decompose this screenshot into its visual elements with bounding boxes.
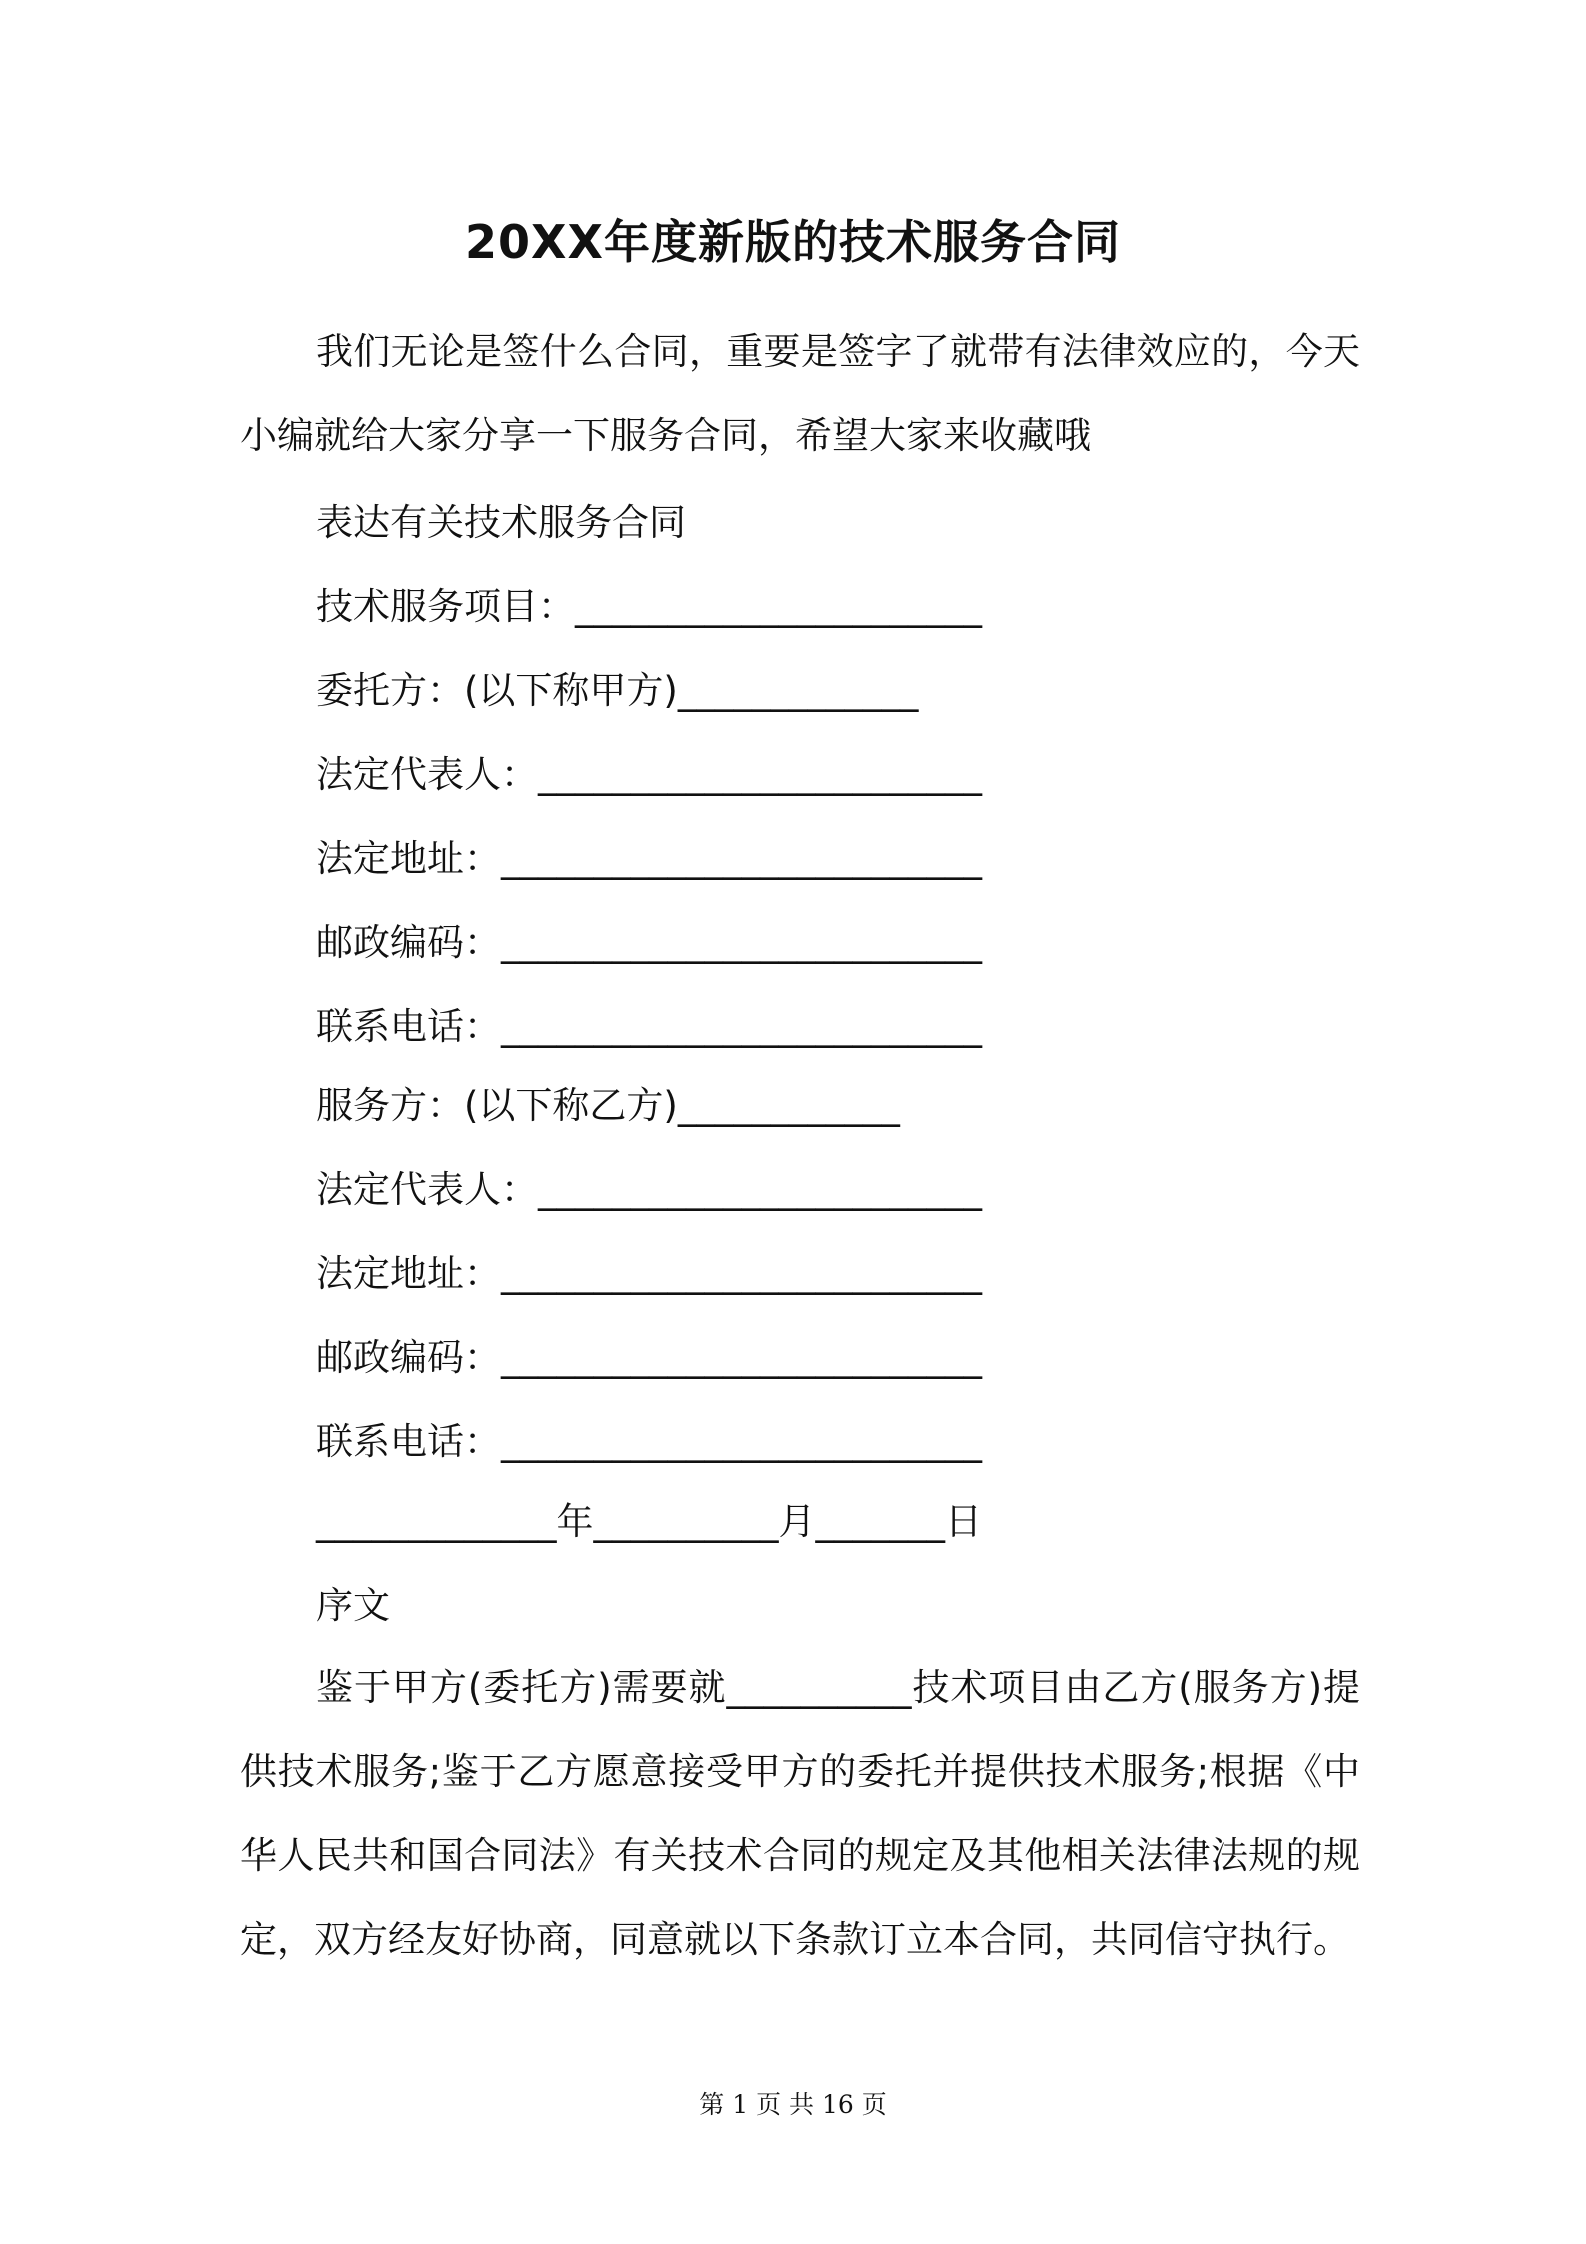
field-party-b-postal-code: 邮政编码：__________________________ <box>316 1336 982 1379</box>
field-service-project: 技术服务项目：______________________ <box>316 585 982 628</box>
preamble-heading: 序文 <box>316 1584 390 1627</box>
field-party-b-legal-representative: 法定代表人：________________________ <box>316 1168 982 1211</box>
field-client-party-a: 委托方：(以下称甲方)_____________ <box>316 669 919 712</box>
field-party-b-legal-address: 法定地址：__________________________ <box>316 1252 982 1295</box>
intro-paragraph: 我们无论是签什么合同，重要是签字了就带有法律效应的，今天小编就给大家分享一下服务合同，希望大家来收藏哦 <box>240 330 1360 457</box>
field-party-a-postal-code: 邮政编码：__________________________ <box>316 921 982 964</box>
field-date: _____________年__________月_______日 <box>316 1500 982 1543</box>
section-heading: 表达有关技术服务合同 <box>316 501 686 544</box>
field-service-provider-party-b: 服务方：(以下称乙方)____________ <box>316 1084 900 1127</box>
document-title: 20XX年度新版的技术服务合同 <box>465 215 1121 269</box>
field-party-b-phone: 联系电话：__________________________ <box>316 1420 982 1463</box>
field-party-a-legal-representative: 法定代表人：________________________ <box>316 753 982 796</box>
preamble-paragraph: 鉴于甲方(委托方)需要就__________技术项目由乙方(服务方)提供技术服务;鉴于乙方愿意接受甲方的委托并提供技术服务;根据《中华人民共和国合同法》有关技术合同的规定及其他相关法律法规的规定，双方经友好协商，同意就以下条款订立本合同，共同信守执行。 <box>240 1666 1360 1961</box>
page-number: 第 1 页 共 16 页 <box>699 2090 887 2119</box>
field-party-a-phone: 联系电话：__________________________ <box>316 1005 982 1048</box>
field-party-a-legal-address: 法定地址：__________________________ <box>316 837 982 880</box>
